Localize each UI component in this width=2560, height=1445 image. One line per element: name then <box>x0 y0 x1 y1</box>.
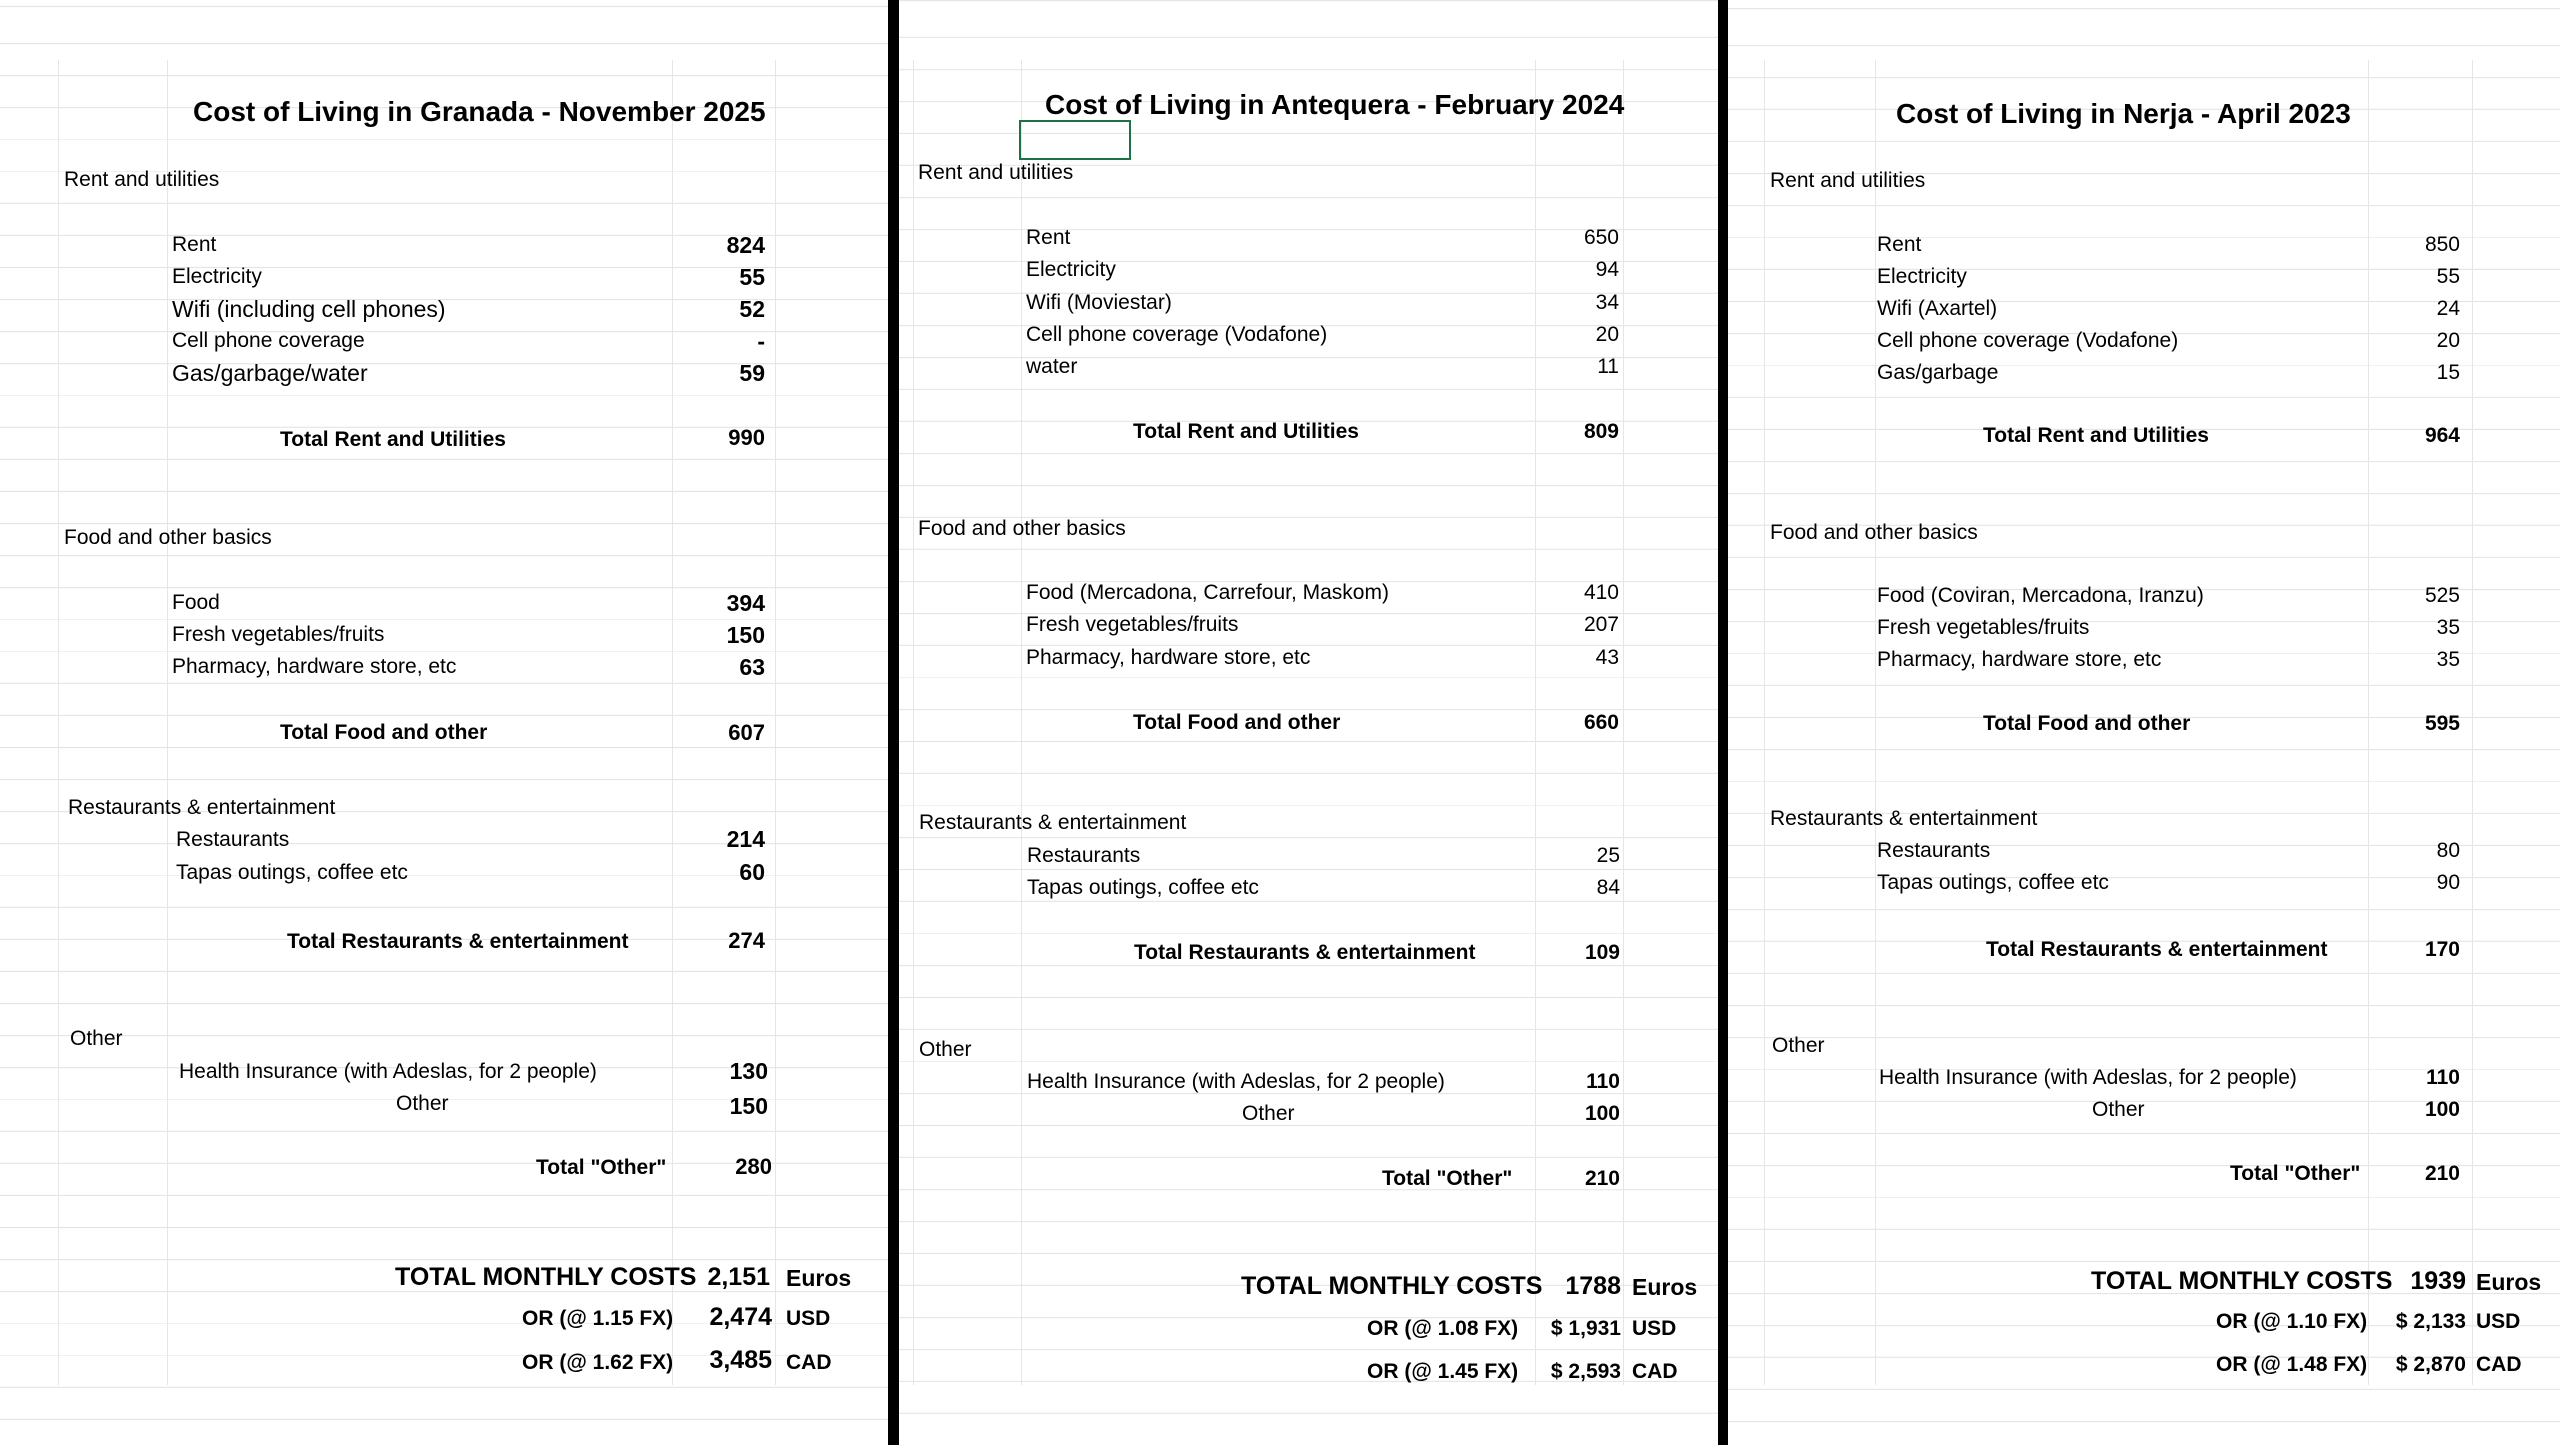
item-value: 850 <box>2424 233 2460 256</box>
spreadsheet-antequera <box>899 0 1718 1445</box>
usd-fx-label: OR (@ 1.10 FX) <box>2216 1310 2368 1333</box>
grand-total-currency: Euros <box>786 1265 852 1291</box>
item-label: Other <box>396 1092 449 1115</box>
total-value: 660 <box>1583 711 1619 734</box>
cad-currency: CAD <box>1632 1360 1678 1383</box>
item-label: Wifi (including cell phones) <box>172 296 446 322</box>
item-value: 20 <box>2436 329 2460 352</box>
cad-fx-label: OR (@ 1.45 FX) <box>1367 1360 1519 1383</box>
total-label: Total "Other" <box>2230 1162 2361 1185</box>
item-value: 84 <box>1596 876 1620 899</box>
item-label: Cell phone coverage (Vodafone) <box>1026 323 1328 346</box>
item-value: 150 <box>729 1093 768 1119</box>
grand-total-currency: Euros <box>1632 1274 1698 1300</box>
grand-total-label: TOTAL MONTHLY COSTS <box>2091 1267 2393 1295</box>
panel-divider <box>888 0 899 1445</box>
usd-value: $ 1,931 <box>1550 1317 1621 1340</box>
item-value: 11 <box>1597 355 1619 378</box>
usd-value: $ 2,133 <box>2395 1310 2466 1333</box>
item-value: 110 <box>2426 1066 2460 1089</box>
total-value: 809 <box>1583 420 1619 443</box>
grand-total-label: TOTAL MONTHLY COSTS <box>395 1263 697 1291</box>
total-value: 170 <box>2424 938 2460 961</box>
item-label: Rent <box>1026 226 1071 249</box>
item-label: Food (Mercadona, Carrefour, Maskom) <box>1026 581 1389 604</box>
total-value: 109 <box>1584 941 1620 964</box>
total-label: Total Rent and Utilities <box>1983 424 2209 447</box>
item-value: 59 <box>739 360 765 386</box>
item-label: Pharmacy, hardware store, etc <box>1877 648 2162 671</box>
selected-cell[interactable] <box>1019 120 1131 160</box>
total-value: 210 <box>2424 1162 2460 1185</box>
section-label-restaurants: Restaurants & entertainment <box>1770 807 2038 830</box>
item-label: Tapas outings, coffee etc <box>1877 871 2109 894</box>
item-label: Cell phone coverage (Vodafone) <box>1877 329 2179 352</box>
section-label-food: Food and other basics <box>918 517 1126 540</box>
spreadsheet-nerja <box>1728 0 2560 1445</box>
item-value: 43 <box>1595 646 1619 669</box>
item-value: 35 <box>2436 648 2460 671</box>
cad-fx-label: OR (@ 1.62 FX) <box>522 1351 674 1374</box>
section-label-rent: Rent and utilities <box>918 161 1074 184</box>
grand-total-value: 1788 <box>1565 1272 1621 1300</box>
item-value: 52 <box>739 296 765 322</box>
total-value: 274 <box>728 928 765 953</box>
item-label: Restaurants <box>176 828 290 851</box>
item-label: Tapas outings, coffee etc <box>1027 876 1259 899</box>
total-label: Total Rent and Utilities <box>1133 420 1359 443</box>
item-value: 24 <box>2436 297 2460 320</box>
item-value: 34 <box>1595 291 1619 314</box>
grand-total-label: TOTAL MONTHLY COSTS <box>1241 1272 1543 1300</box>
item-label: Wifi (Moviestar) <box>1026 291 1172 314</box>
item-label: Food (Coviran, Mercadona, Iranzu) <box>1877 584 2204 607</box>
usd-fx-label: OR (@ 1.15 FX) <box>522 1307 674 1330</box>
item-value: 100 <box>1584 1102 1620 1125</box>
item-label: Tapas outings, coffee etc <box>176 861 408 884</box>
total-label: Total Food and other <box>280 721 488 744</box>
sheet-title: Cost of Living in Nerja - April 2023 <box>1896 98 2351 129</box>
item-label: water <box>1026 355 1078 378</box>
item-value: 35 <box>2436 616 2460 639</box>
item-value: 824 <box>726 232 765 258</box>
usd-currency: USD <box>2476 1310 2521 1333</box>
item-value: 55 <box>739 264 765 290</box>
item-label: Rent <box>1877 233 1922 256</box>
item-value: 90 <box>2436 871 2460 894</box>
total-label: Total Food and other <box>1133 711 1341 734</box>
section-label-restaurants: Restaurants & entertainment <box>68 796 336 819</box>
total-label: Total Restaurants & entertainment <box>287 930 629 953</box>
cad-currency: CAD <box>2476 1353 2522 1376</box>
item-label: Health Insurance (with Adeslas, for 2 people) <box>1027 1070 1445 1093</box>
item-value: 410 <box>1583 581 1619 604</box>
grand-total-currency: Euros <box>2476 1269 2542 1295</box>
item-label: Fresh vegetables/fruits <box>1877 616 2090 639</box>
usd-currency: USD <box>786 1307 831 1330</box>
section-label-restaurants: Restaurants & entertainment <box>919 811 1187 834</box>
total-label: Total "Other" <box>1382 1167 1513 1190</box>
item-label: Food <box>172 591 220 614</box>
section-label-food: Food and other basics <box>64 526 272 549</box>
item-label: Health Insurance (with Adeslas, for 2 people) <box>1879 1066 2297 1089</box>
total-value: 964 <box>2424 424 2460 447</box>
cad-currency: CAD <box>786 1351 832 1374</box>
item-value: 150 <box>726 622 765 648</box>
item-label: Other <box>1242 1102 1295 1125</box>
item-value: 25 <box>1596 844 1620 867</box>
sheet-title: Cost of Living in Granada - November 2025 <box>193 96 766 127</box>
total-label: Total "Other" <box>536 1156 667 1179</box>
total-value: 607 <box>728 720 765 745</box>
total-label: Total Rent and Utilities <box>280 428 506 451</box>
cad-value: 3,485 <box>709 1346 772 1374</box>
item-value: 394 <box>726 590 765 616</box>
item-value: - <box>757 328 765 354</box>
item-label: Pharmacy, hardware store, etc <box>1026 646 1311 669</box>
section-label-other: Other <box>919 1038 972 1061</box>
section-label-other: Other <box>1772 1034 1825 1057</box>
item-value: 55 <box>2436 265 2460 288</box>
total-label: Total Food and other <box>1983 712 2191 735</box>
section-label-food: Food and other basics <box>1770 521 1978 544</box>
grand-total-value: 1939 <box>2410 1267 2466 1295</box>
total-value: 210 <box>1584 1167 1620 1190</box>
item-label: Fresh vegetables/fruits <box>1026 613 1239 636</box>
cad-value: $ 2,870 <box>2395 1353 2466 1376</box>
item-label: Cell phone coverage <box>172 329 365 352</box>
item-label: Other <box>2092 1098 2145 1121</box>
item-value: 207 <box>1583 613 1619 636</box>
item-value: 214 <box>726 826 765 852</box>
item-value: 94 <box>1595 258 1619 281</box>
usd-currency: USD <box>1632 1317 1677 1340</box>
sheet-title: Cost of Living in Antequera - February 2024 <box>1045 89 1625 120</box>
item-label: Health Insurance (with Adeslas, for 2 people) <box>179 1060 597 1083</box>
item-value: 130 <box>729 1058 768 1084</box>
item-label: Wifi (Axartel) <box>1877 297 1998 320</box>
usd-value: 2,474 <box>709 1303 772 1331</box>
cad-value: $ 2,593 <box>1550 1360 1621 1383</box>
item-label: Gas/garbage <box>1877 361 1999 384</box>
section-label-rent: Rent and utilities <box>64 168 220 191</box>
item-label: Restaurants <box>1027 844 1141 867</box>
item-value: 100 <box>2424 1098 2460 1121</box>
cad-fx-label: OR (@ 1.48 FX) <box>2216 1353 2368 1376</box>
usd-fx-label: OR (@ 1.08 FX) <box>1367 1317 1519 1340</box>
total-label: Total Restaurants & entertainment <box>1986 938 2328 961</box>
item-label: Fresh vegetables/fruits <box>172 623 385 646</box>
item-value: 60 <box>739 859 765 885</box>
spreadsheet-granada <box>0 0 888 1445</box>
item-value: 20 <box>1595 323 1619 346</box>
item-label: Pharmacy, hardware store, etc <box>172 655 457 678</box>
item-label: Gas/garbage/water <box>172 360 368 386</box>
total-value: 990 <box>728 425 765 450</box>
item-label: Restaurants <box>1877 839 1991 862</box>
grand-total-value: 2,151 <box>707 1263 770 1291</box>
item-value: 63 <box>739 654 765 680</box>
total-value: 595 <box>2424 712 2460 735</box>
item-label: Electricity <box>1026 258 1116 281</box>
item-value: 650 <box>1583 226 1619 249</box>
item-value: 80 <box>2436 839 2460 862</box>
section-label-rent: Rent and utilities <box>1770 169 1926 192</box>
section-label-other: Other <box>70 1027 123 1050</box>
item-value: 15 <box>2436 361 2460 384</box>
total-value: 280 <box>735 1154 772 1179</box>
item-label: Electricity <box>1877 265 1967 288</box>
total-label: Total Restaurants & entertainment <box>1134 941 1476 964</box>
item-label: Electricity <box>172 265 262 288</box>
item-label: Rent <box>172 233 217 256</box>
item-value: 110 <box>1586 1070 1620 1093</box>
item-value: 525 <box>2424 584 2460 607</box>
